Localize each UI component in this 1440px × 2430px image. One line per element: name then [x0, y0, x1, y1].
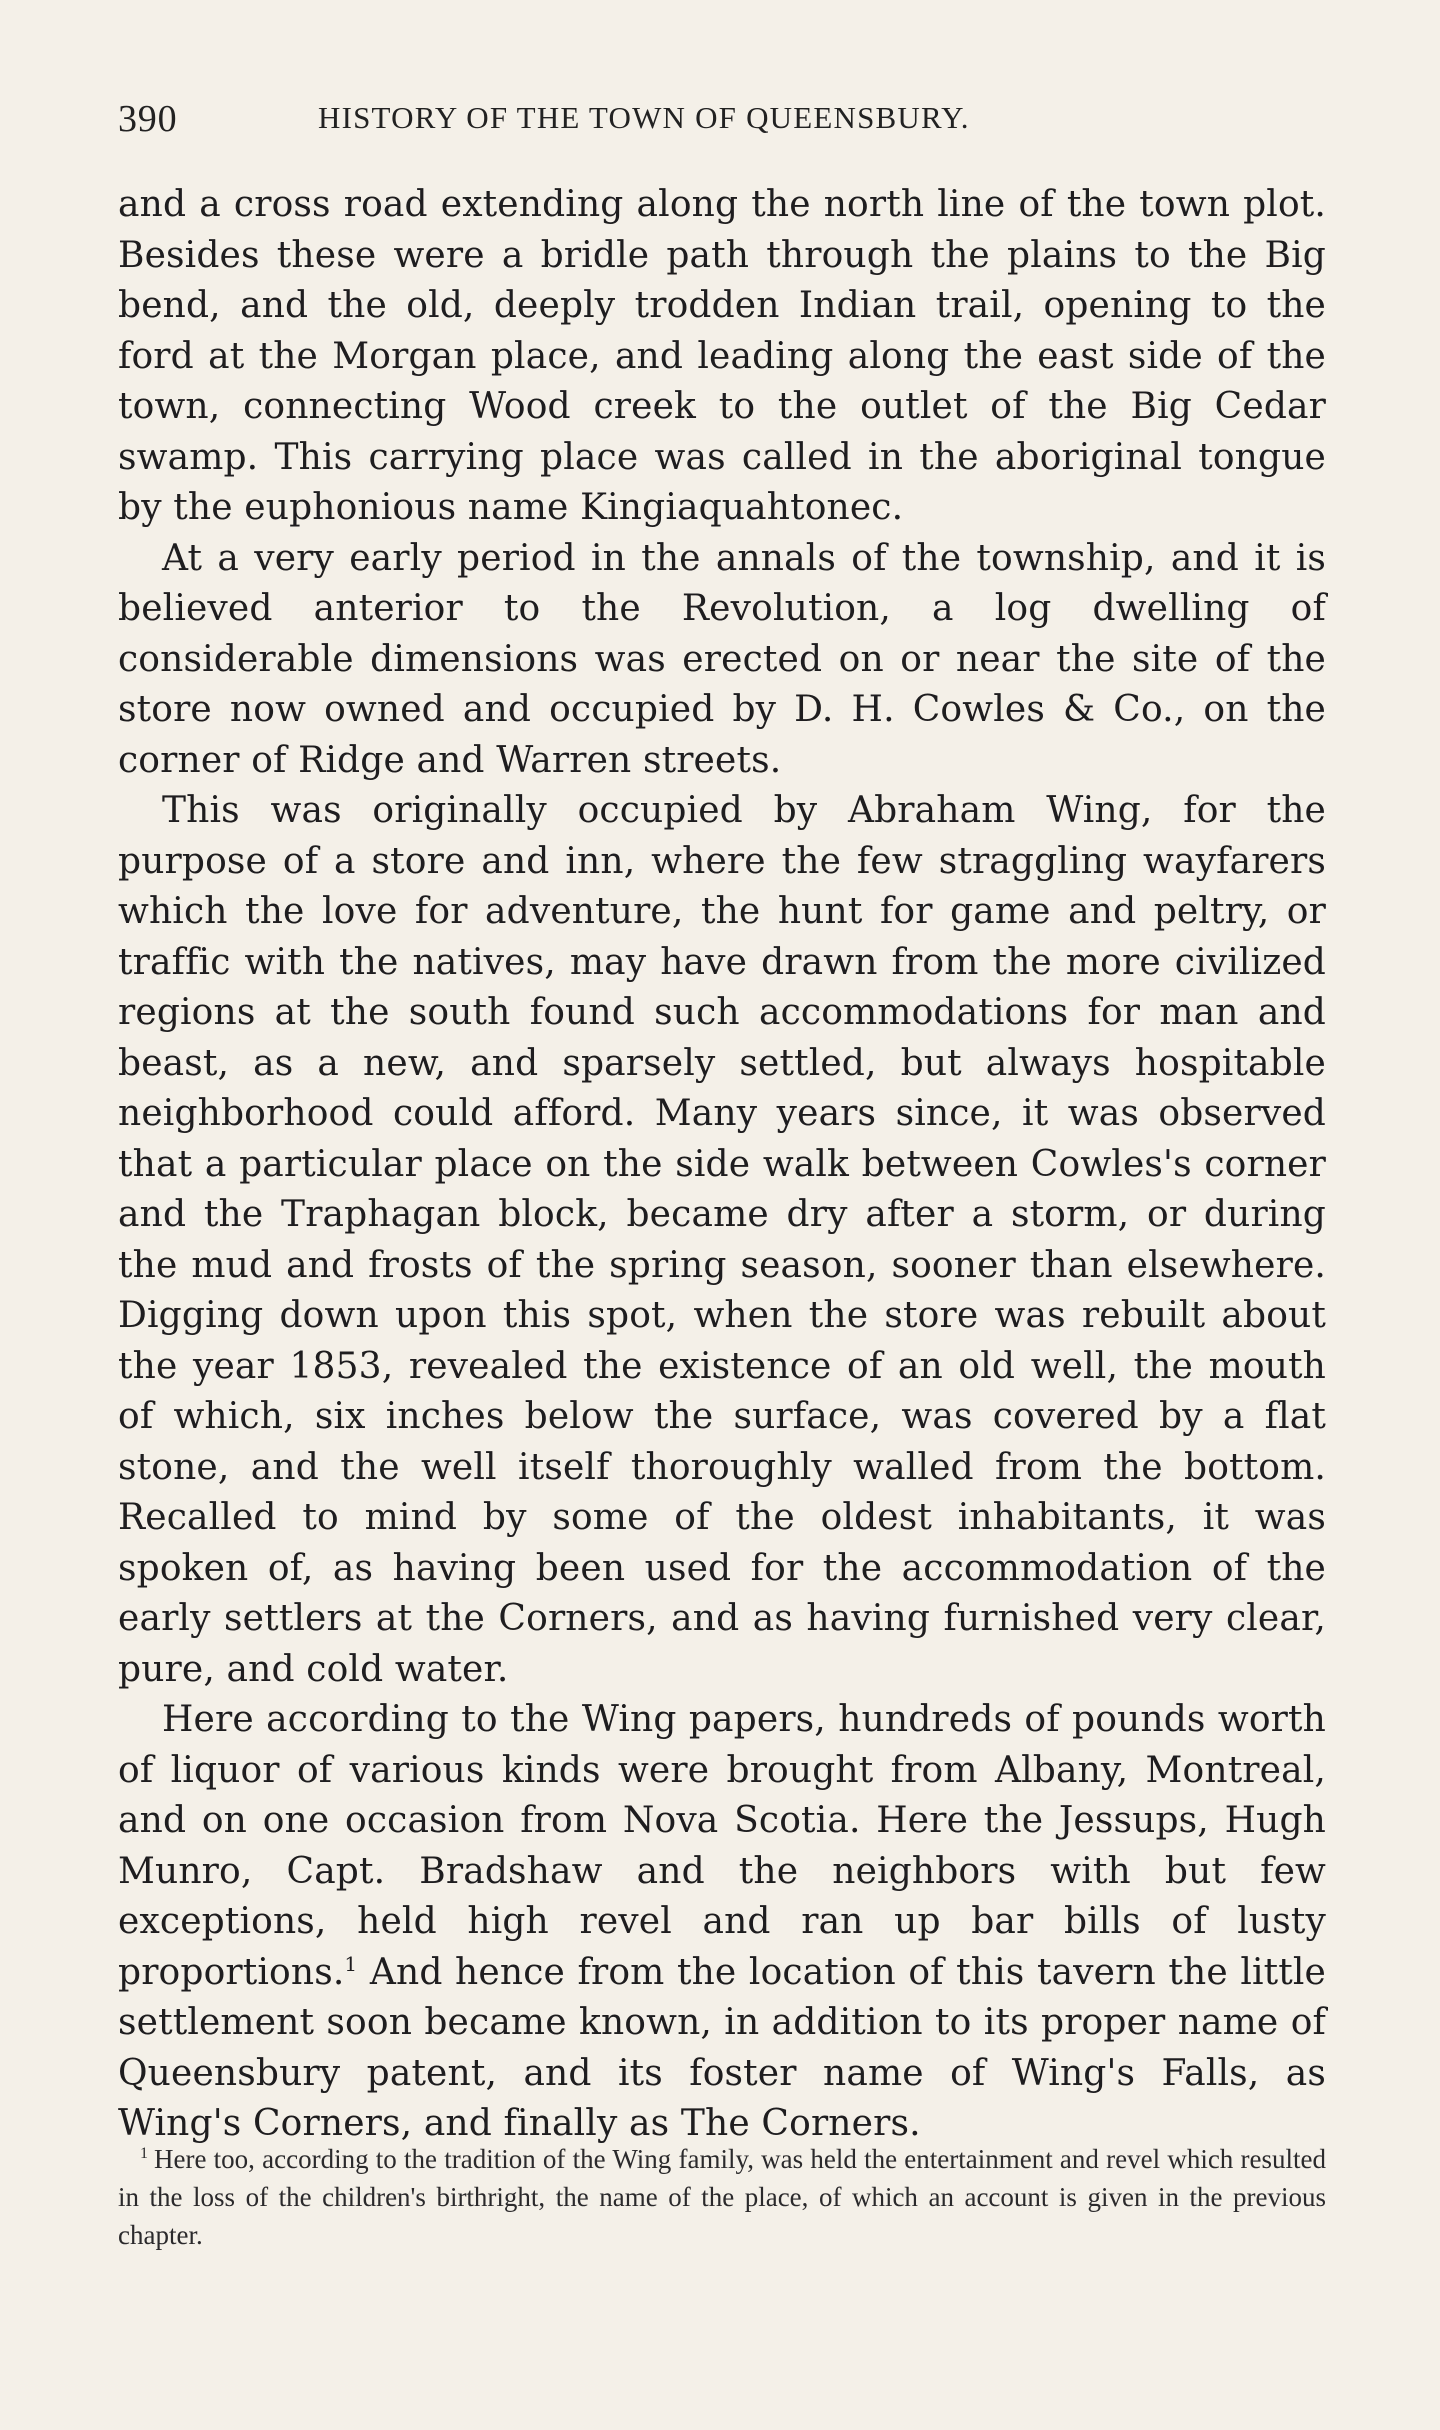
footnote-reference: 1 — [344, 1951, 358, 1976]
running-head — [118, 97, 1318, 147]
paragraph-continued: and a cross road extending along the north line of the town plot. Besides these were a bridle path through the plains to the Big bend, and the old, deeply trodden Indian trail, opening to the ford at the Morgan place, and leading along the east side of the town, connecting Wood creek to the outlet of the Big Cedar swamp. This carrying place was called in the aboriginal tongue by the euphonious name Kingiaquahtonec. — [118, 184, 1326, 528]
paragraph-text-before-note: Here according to the Wing papers, hundreds of pounds worth of liquor of various kinds were brought from Albany, Montreal, and on one occasion from Nova Scotia. Here the Jessups, Hugh Munro, Capt. Bradshaw and the neighbors with but few exceptions, held high revel and ran up bar bills of lusty proportions. — [118, 1699, 1326, 1993]
running-title: HISTORY OF THE TOWN OF QUEENSBURY. — [318, 100, 970, 135]
footnote-text: Here too, according to the tradition of the Wing family, was held the entertainment and revel which resulted in the loss of the children's birthright, the name of the place, of which an account is given in the previous chapter. — [118, 2144, 1326, 2250]
paragraph-text-after-note: And hence from the location of this tavern the little settlement soon became known, in addition to its proper name of Queensbury patent, and its foster name of Wing's Falls, as Wing's Corners, and finally as The Corners. — [118, 1951, 1326, 2144]
page-number: 390 — [118, 98, 178, 140]
footnote — [118, 2140, 1326, 2254]
footnotes — [118, 2140, 1326, 2254]
paragraph-wing-papers — [118, 1695, 1326, 2150]
paragraph-store-and-inn: This was originally occupied by Abraham Wing, for the purpose of a store and inn, where the few straggling wayfarers which the love for adventure, the hunt for game and peltry, or traffic with the natives, may have drawn from the more civilized regions at the south found such accommodations for man and beast, as a new, and sparsely settled, but always hospitable neighborhood could afford. Many years since, it was observed that a particular place on the side walk between Cowles's corner and the Traphagan block, became dry after a storm, or during the mud and frosts of the spring season, sooner than elsewhere. Digging down upon this spot, when the store was rebuilt about the year 1853, revealed the existence of an old well, the mouth of which, six inches below the surface, was covered by a flat stone, and the well itself thoroughly walled from the bottom. Recalled to mind by some of the oldest inhabitants, it was spoken of, as having been used for the accommodation of the early settlers at the Corners, and as having furnished very clear, pure, and cold water. — [118, 790, 1326, 1690]
paragraph-log-dwelling: At a very early period in the annals of the township, and it is believed anterior to the Revolution, a log dwelling of considerable dimensions was erected on or near the site of the store now owned and occupied by D. H. Cowles & Co., on the corner of Ridge and Warren streets. — [118, 537, 1326, 781]
body-text — [118, 180, 1326, 2150]
footnote-mark: 1 — [140, 2145, 148, 2162]
